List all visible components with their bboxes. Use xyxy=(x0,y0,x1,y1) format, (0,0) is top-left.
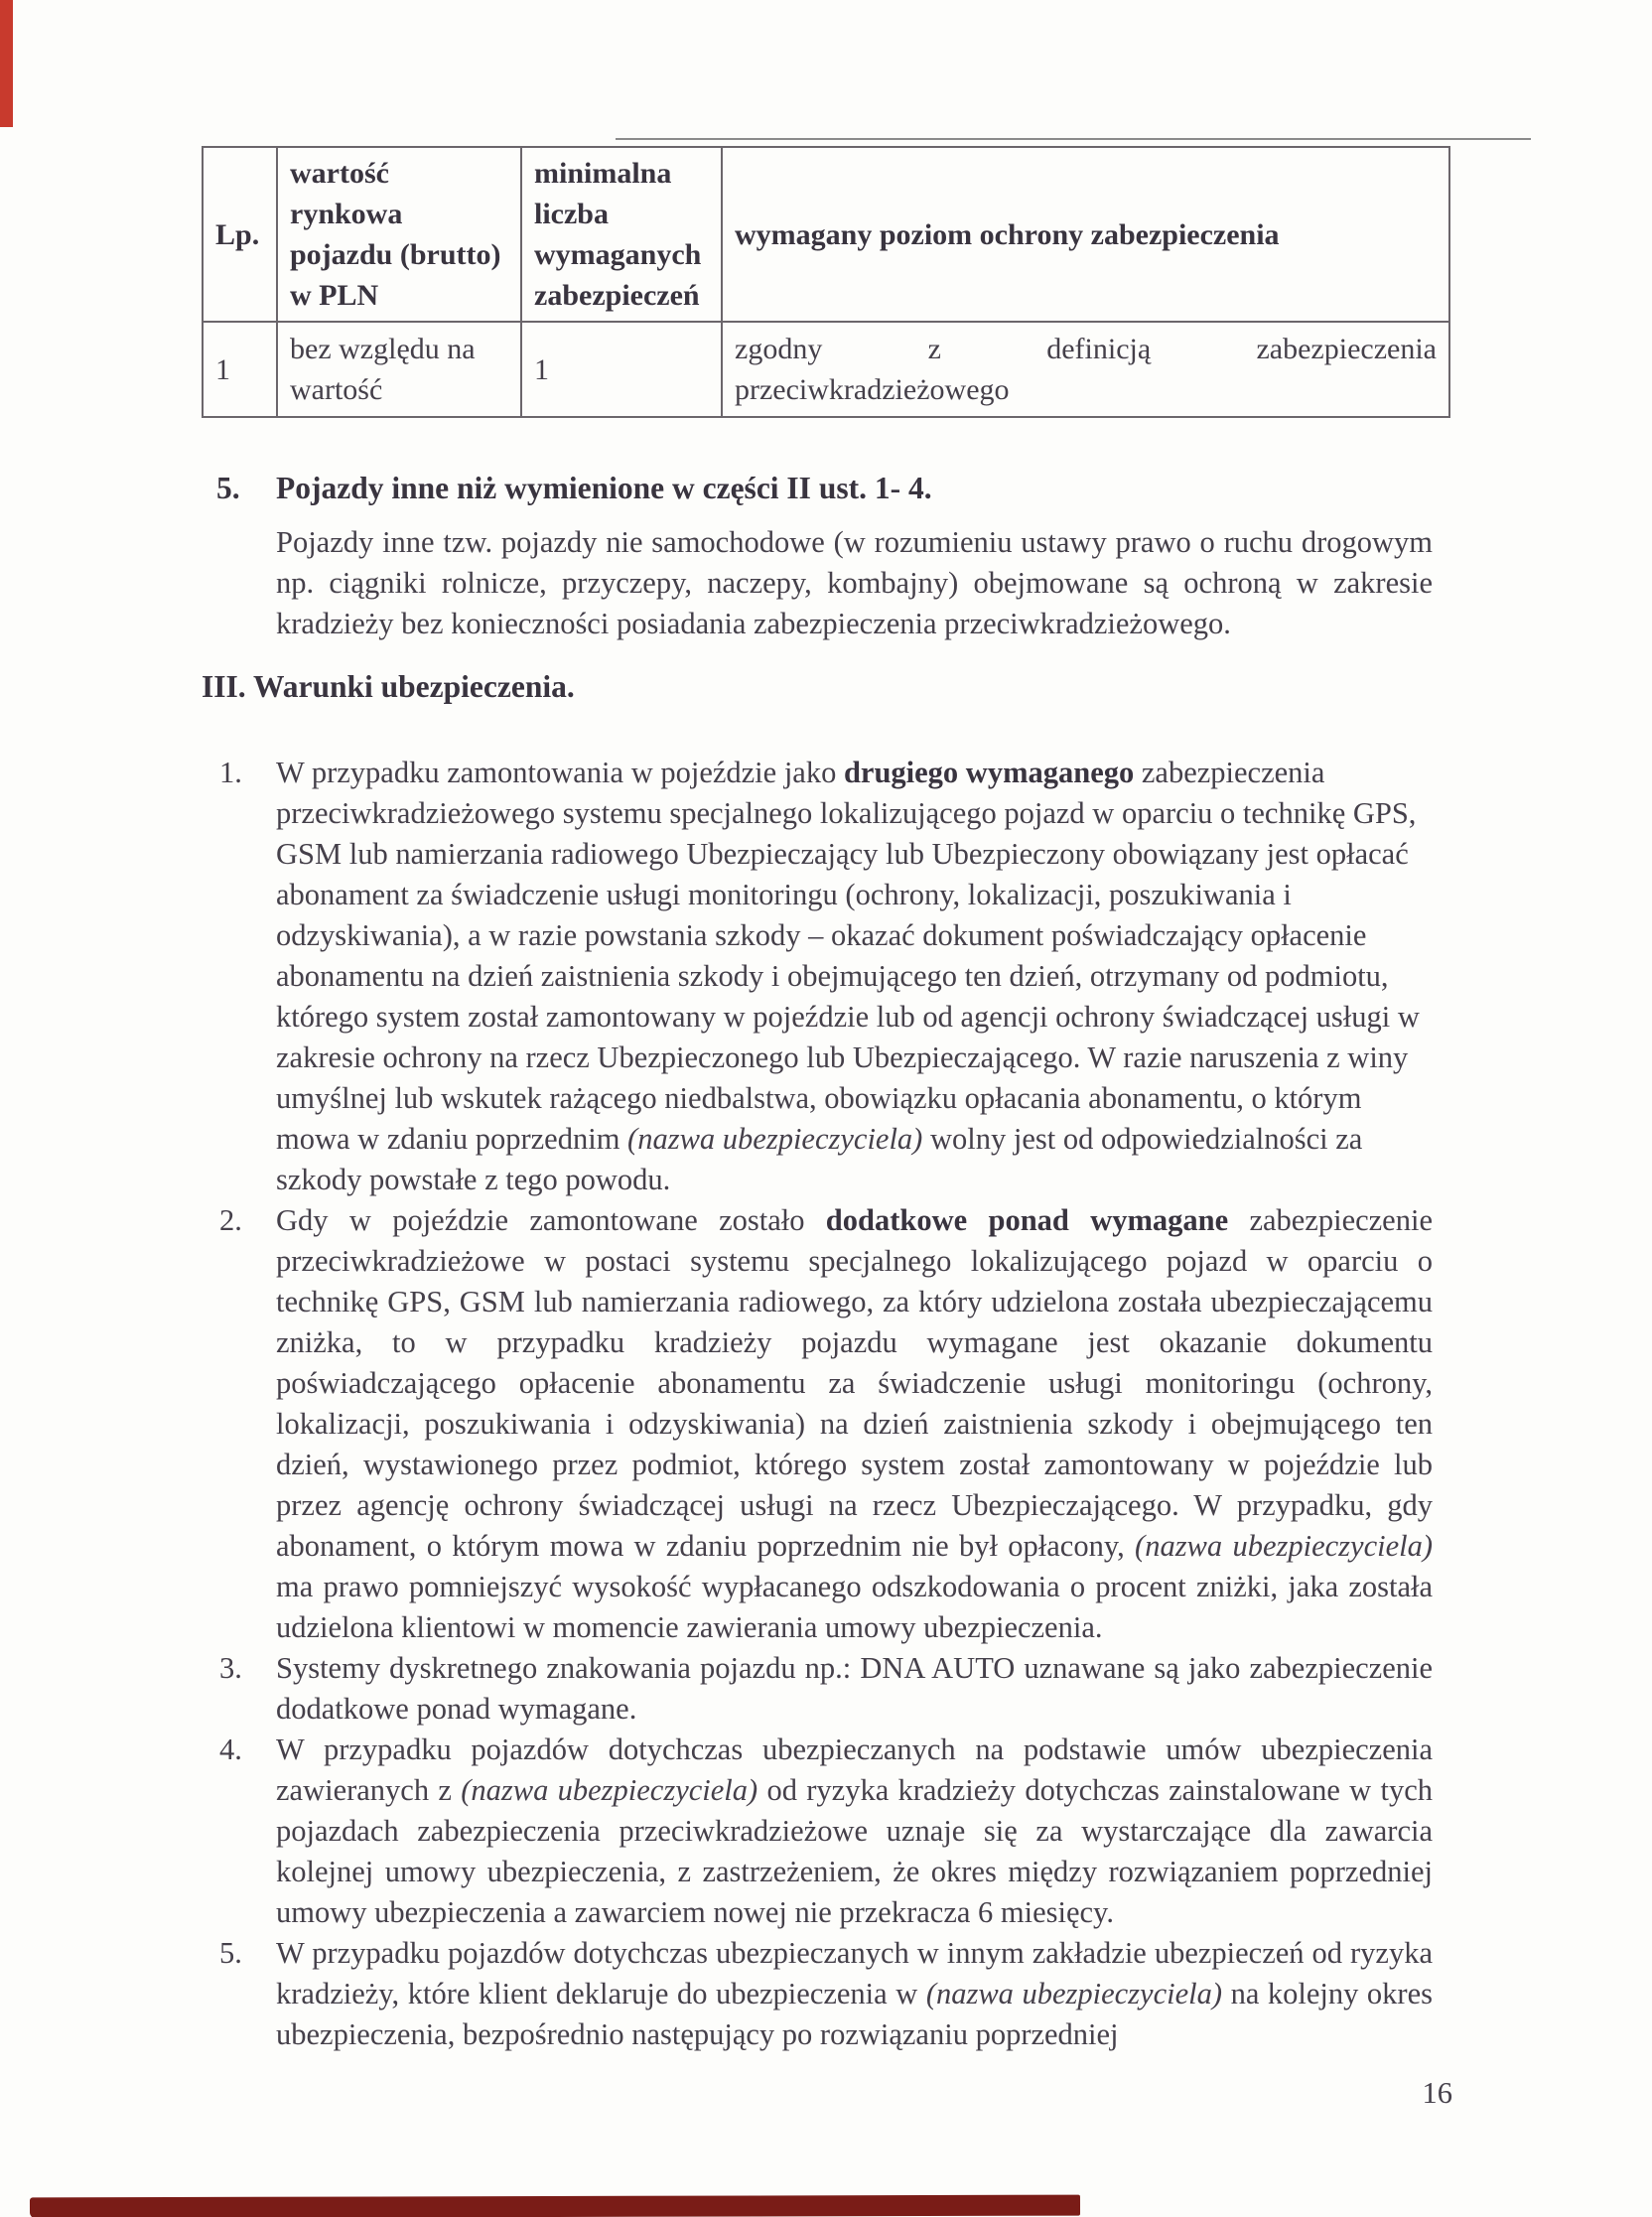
col-header-min-count: minimalna liczba wymaganych zabezpieczeń xyxy=(521,147,722,322)
document-content xyxy=(202,146,1452,2114)
cell-market-value: bez względu na wartość xyxy=(277,322,521,417)
list-item-4-text: W przypadku pojazdów dotychczas ubezpieczanych na podstawie umów ubezpieczenia zawieranych z (nazwa ubezpieczyciela) od ryzyka kradzieży dotychczas zainstalowane w tych pojazdach zabezpieczenia przeciwkradzieżowe uznaje się za wystarczające dla zawarcia kolejnej umowy ubezpieczenia, z zastrzeżeniem, że okres między rozwiązaniem poprzedniej umowy ubezpieczenia a zawarciem nowej nie przekracza 6 miesięcy. xyxy=(276,1732,1433,1929)
list-item-2 xyxy=(219,1200,1452,1648)
protection-level-line1: zgodny z definicją zabezpieczenia xyxy=(735,333,1437,365)
section-5-paragraph: Pojazdy inne tzw. pojazdy nie samochodowe (w rozumieniu ustawy prawo o ruchu drogowym np. ciągniki rolnicze, przyczepy, naczepy, kombajny) obejmowane są ochroną w zakresie kradzieży bez konieczności posiadania zabezpieczenia przeciwkradzieżowego. xyxy=(276,525,1433,640)
list-item-2-text: Gdy w pojeździe zamontowane zostało dodatkowe ponad wymagane zabezpieczenie przeciwkradzieżowe w postaci systemu specjalnego lokalizującego pojazd w oparciu o technikę GPS, GSM lub namierzania radiowego, za który udzielona została ubezpieczającemu zniżka, to w przypadku kradzieży pojazdu wymagane jest okazanie dokumentu poświadczającego opłacenie abonamentu za świadczenie usługi monitoringu (ochrony, lokalizacji, poszukiwania i odzyskiwania) na dzień zaistnienia szkody i obejmującego ten dzień, wystawionego przez podmiot, którego system został zamontowany w pojeździe lub przez agencję ochrony świadczącej usługi na rzecz Ubezpieczającego. W przypadku, gdy abonament, o którym mowa w zdaniu poprzednim nie był opłacony, (nazwa ubezpieczyciela) ma prawo pomniejszyć wysokość wypłacanego odszkodowania o procent zniżki, jaka została udzielona klientowi w momencie zawierania umowy ubezpieczenia. xyxy=(276,1203,1433,1644)
col-header-protection-level: wymagany poziom ochrony zabezpieczenia xyxy=(722,147,1449,322)
protection-level-line2: przeciwkradzieżowego xyxy=(735,373,1010,406)
scan-artifact-line xyxy=(616,138,1531,140)
part-3-heading: III. Warunki ubezpieczenia. xyxy=(202,669,575,704)
list-item-1 xyxy=(219,753,1452,1200)
cell-lp: 1 xyxy=(203,322,277,417)
col-header-lp: Lp. xyxy=(203,147,277,322)
section-5 xyxy=(202,468,1452,644)
list-item-1-text: W przypadku zamontowania w pojeździe jako drugiego wymaganego zabezpieczenia przeciwkradzieżowego systemu specjalnego lokalizującego pojazd w oparciu o technikę GPS, GSM lub namierzania radiowego Ubezpieczający lub Ubezpieczony obowiązany jest opłacać abonament za świadczenie usługi monitoringu (ochrony, lokalizacji, poszukiwania i odzyskiwania), a w razie powstania szkody – okazać dokument poświadczający opłacenie abonamentu na dzień zaistnienia szkody i obejmującego ten dzień, otrzymany od podmiotu, którego system został zamontowany w pojeździe lub od agencji ochrony świadczącej usługi w zakresie ochrony na rzecz Ubezpieczonego lub Ubezpieczającego. W razie naruszenia z winy umyślnej lub wskutek rażącego niedbalstwa, obowiązku opłacania abonamentu, o którym mowa w zdaniu poprzednim (nazwa ubezpieczyciela) wolny jest od odpowiedzialności za szkody powstałe z tego powodu. xyxy=(276,756,1420,1196)
list-item-5 xyxy=(219,1933,1452,2055)
scan-artifact-bottom-bar xyxy=(30,2195,1080,2217)
cell-min-count: 1 xyxy=(521,322,722,417)
page-number: 16 xyxy=(1422,2076,1452,2110)
col-header-market-value: wartość rynkowa pojazdu (brutto) w PLN xyxy=(277,147,521,322)
conditions-list xyxy=(219,753,1452,2055)
list-item-1-number: 1. xyxy=(219,756,242,789)
list-item-5-number: 5. xyxy=(219,1936,242,1970)
table-header-row xyxy=(203,147,1449,322)
section-5-heading xyxy=(216,468,1452,508)
list-item-3-text: Systemy dyskretnego znakowania pojazdu np.: DNA AUTO uznawane są jako zabezpieczenie dodatkowe ponad wymagane. xyxy=(276,1651,1433,1726)
list-item-4 xyxy=(219,1730,1452,1933)
vehicle-security-table xyxy=(202,146,1450,418)
list-item-2-number: 2. xyxy=(219,1203,242,1237)
list-item-5-text: W przypadku pojazdów dotychczas ubezpieczanych w innym zakładzie ubezpieczeń od ryzyka kradzieży, które klient deklaruje do ubezpieczenia w (nazwa ubezpieczyciela) na kolejny okres ubezpieczenia, bezpośrednio następujący po rozwiązaniu poprzedniej xyxy=(276,1936,1433,2051)
list-item-3 xyxy=(219,1648,1452,1730)
section-5-number: 5. xyxy=(216,471,240,505)
list-item-4-number: 4. xyxy=(219,1732,242,1766)
section-5-title: Pojazdy inne niż wymienione w części II ust. 1- 4. xyxy=(276,471,932,505)
table-row xyxy=(203,322,1449,417)
scan-artifact-top-left xyxy=(0,0,13,127)
list-item-3-number: 3. xyxy=(219,1651,242,1685)
cell-protection-level xyxy=(722,322,1449,417)
